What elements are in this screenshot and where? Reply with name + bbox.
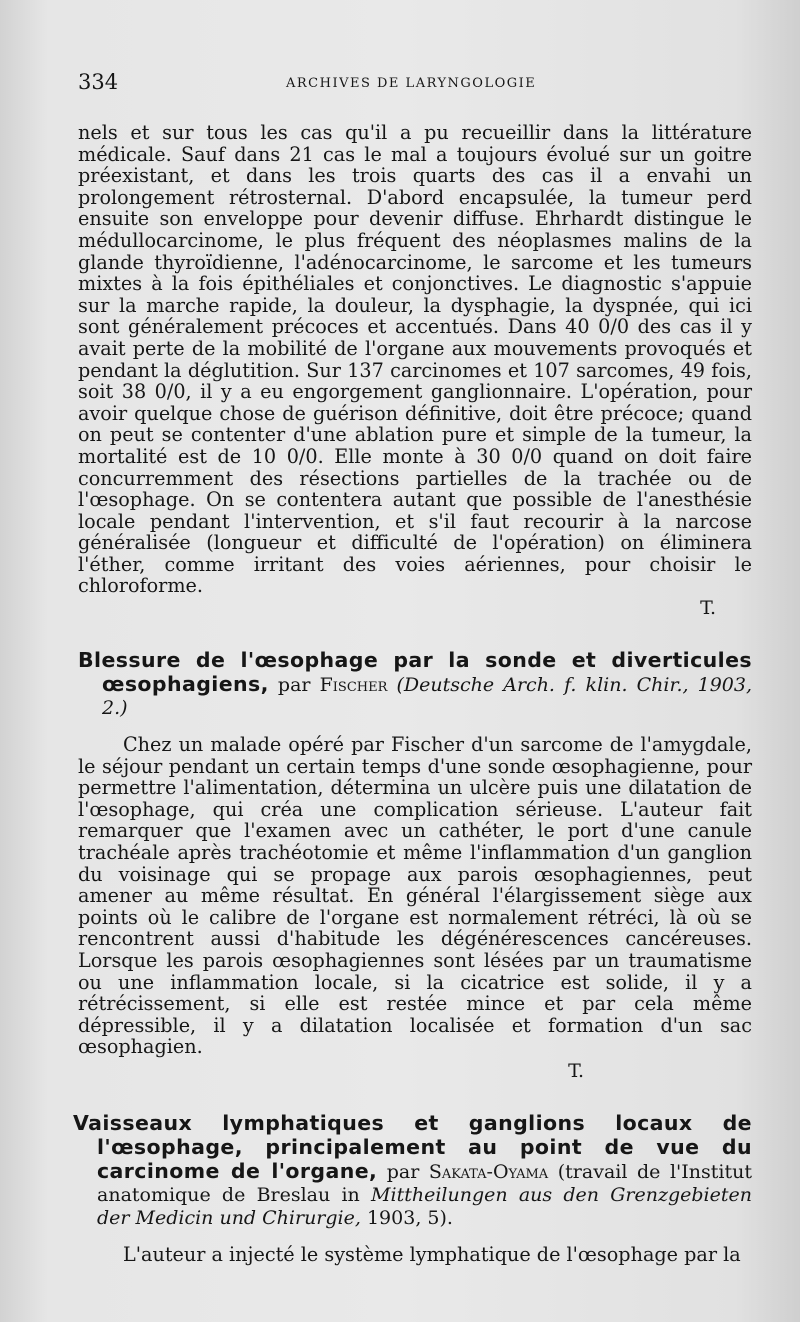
article-title-1: Blessure de l'œsophage par la sonde et diverticules œsophagiens, [78,648,752,697]
continued-signature: T. [700,597,716,620]
page-number: 334 [78,70,119,94]
article-body-2: L'auteur a injecté le système lymphatique de l'œsophage par la [123,1242,741,1266]
article-body-1: Chez un malade opéré par Fischer d'un sarcome de l'amygdale, le séjour pendant un certain temps d'une sonde œsophagienne, pour permettre l'alimentation, détermina un ulcère puis une dilatation de l'œsophage, qui créa une complication sérieuse. L'auteur fait remarquer que l'examen avec un cathéter, le port d'une canule trachéale après trachéotomie et même l'inflammation d'un ganglion du voisinage qui se propage aux parois œsophagiennes, peut amener au même résultat. En général l'élargissement siège aux points où le calibre de l'organe est normalement rétréci, là où se rencontrent aussi d'habitude les dégénérescences cancéreuses. Lorsque les parois œsophagiennes sont lésées par un traumatisme ou une inflammation locale, si la cicatrice est solide, il y a rétrécissement, si elle est restée mince et par cela même dépressible, il y a dilatation localisée et formation d'un sac œsophagien. [78,733,752,1059]
article-by-1: par [277,674,311,697]
article-by-2: par [386,1160,420,1183]
article-author-1: Fischer [319,674,388,697]
article-signature-1: T. [568,1059,584,1082]
article-author-2: Sakata-Oyama [428,1160,549,1183]
article-title-2: Vaisseaux lymphatiques et ganglions locaux de l'œsophage, principalement au point de vue du carcinome de l'organe, [73,1110,752,1183]
running-title: ARCHIVES DE LARYNGOLOGIE [286,76,537,91]
article-heading-2 [73,1112,752,1230]
article-source-2: (travail de l'Institut anatomique de Breslau in [97,1160,752,1206]
article-heading-1 [78,649,752,720]
article-source-year-2: 1903, 5). [366,1206,453,1229]
page-header [78,66,752,96]
continued-paragraph: nels et sur tous les cas qu'il a pu recueillir dans la littérature médicale. Sauf dans 21 cas le mal a toujours évolué sur un goitre préexistant, et dans les trois quarts des cas il a envahi un prolongement rétrosternal. D'abord encapsulée, la tumeur perd ensuite son enveloppe pour devenir diffuse. Ehrhardt distingue le médullocarcinome, le plus fréquent des néoplasmes malins de la glande thyroïdienne, l'adénocarcinome, le sarcome et les tumeurs mixtes à la fois épithéliales et conjonctives. Le diagnostic s'appuie sur la marche rapide, la douleur, la dysphagie, la dyspnée, qui ici sont généralement précoces et accentués. Dans 40 0/0 des cas il y avait perte de la mobilité de l'organe aux mouvements provoqués et pendant la déglutition. Sur 137 carcinomes et 107 sarcomes, 49 fois, soit 38 0/0, il y a eu engorgement ganglionnaire. L'opération, pour avoir quelque chose de guérison définitive, doit être précoce; quand on peut se contenter d'une ablation pure et simple de la tumeur, la mortalité est de 10 0/0. Elle monte à 30 0/0 quand on doit faire concurremment des résections partielles de la trachée ou de l'œsophage. On se contentera autant que possible de l'anesthésie locale pendant l'intervention, et s'il faut recourir à la narcose généralisée (longueur et difficulté de l'opération) on éliminera l'éther, comme irritant des voies aériennes, pour choisir le chloroforme. [78,121,752,598]
article-source-1: (Deutsche Arch. f. klin. Chir., 1903, 2.) [102,674,753,720]
article-source-journal-2: Mittheilungen aus den Grenzgebieten der Medicin und Chirurgie, [97,1183,752,1229]
